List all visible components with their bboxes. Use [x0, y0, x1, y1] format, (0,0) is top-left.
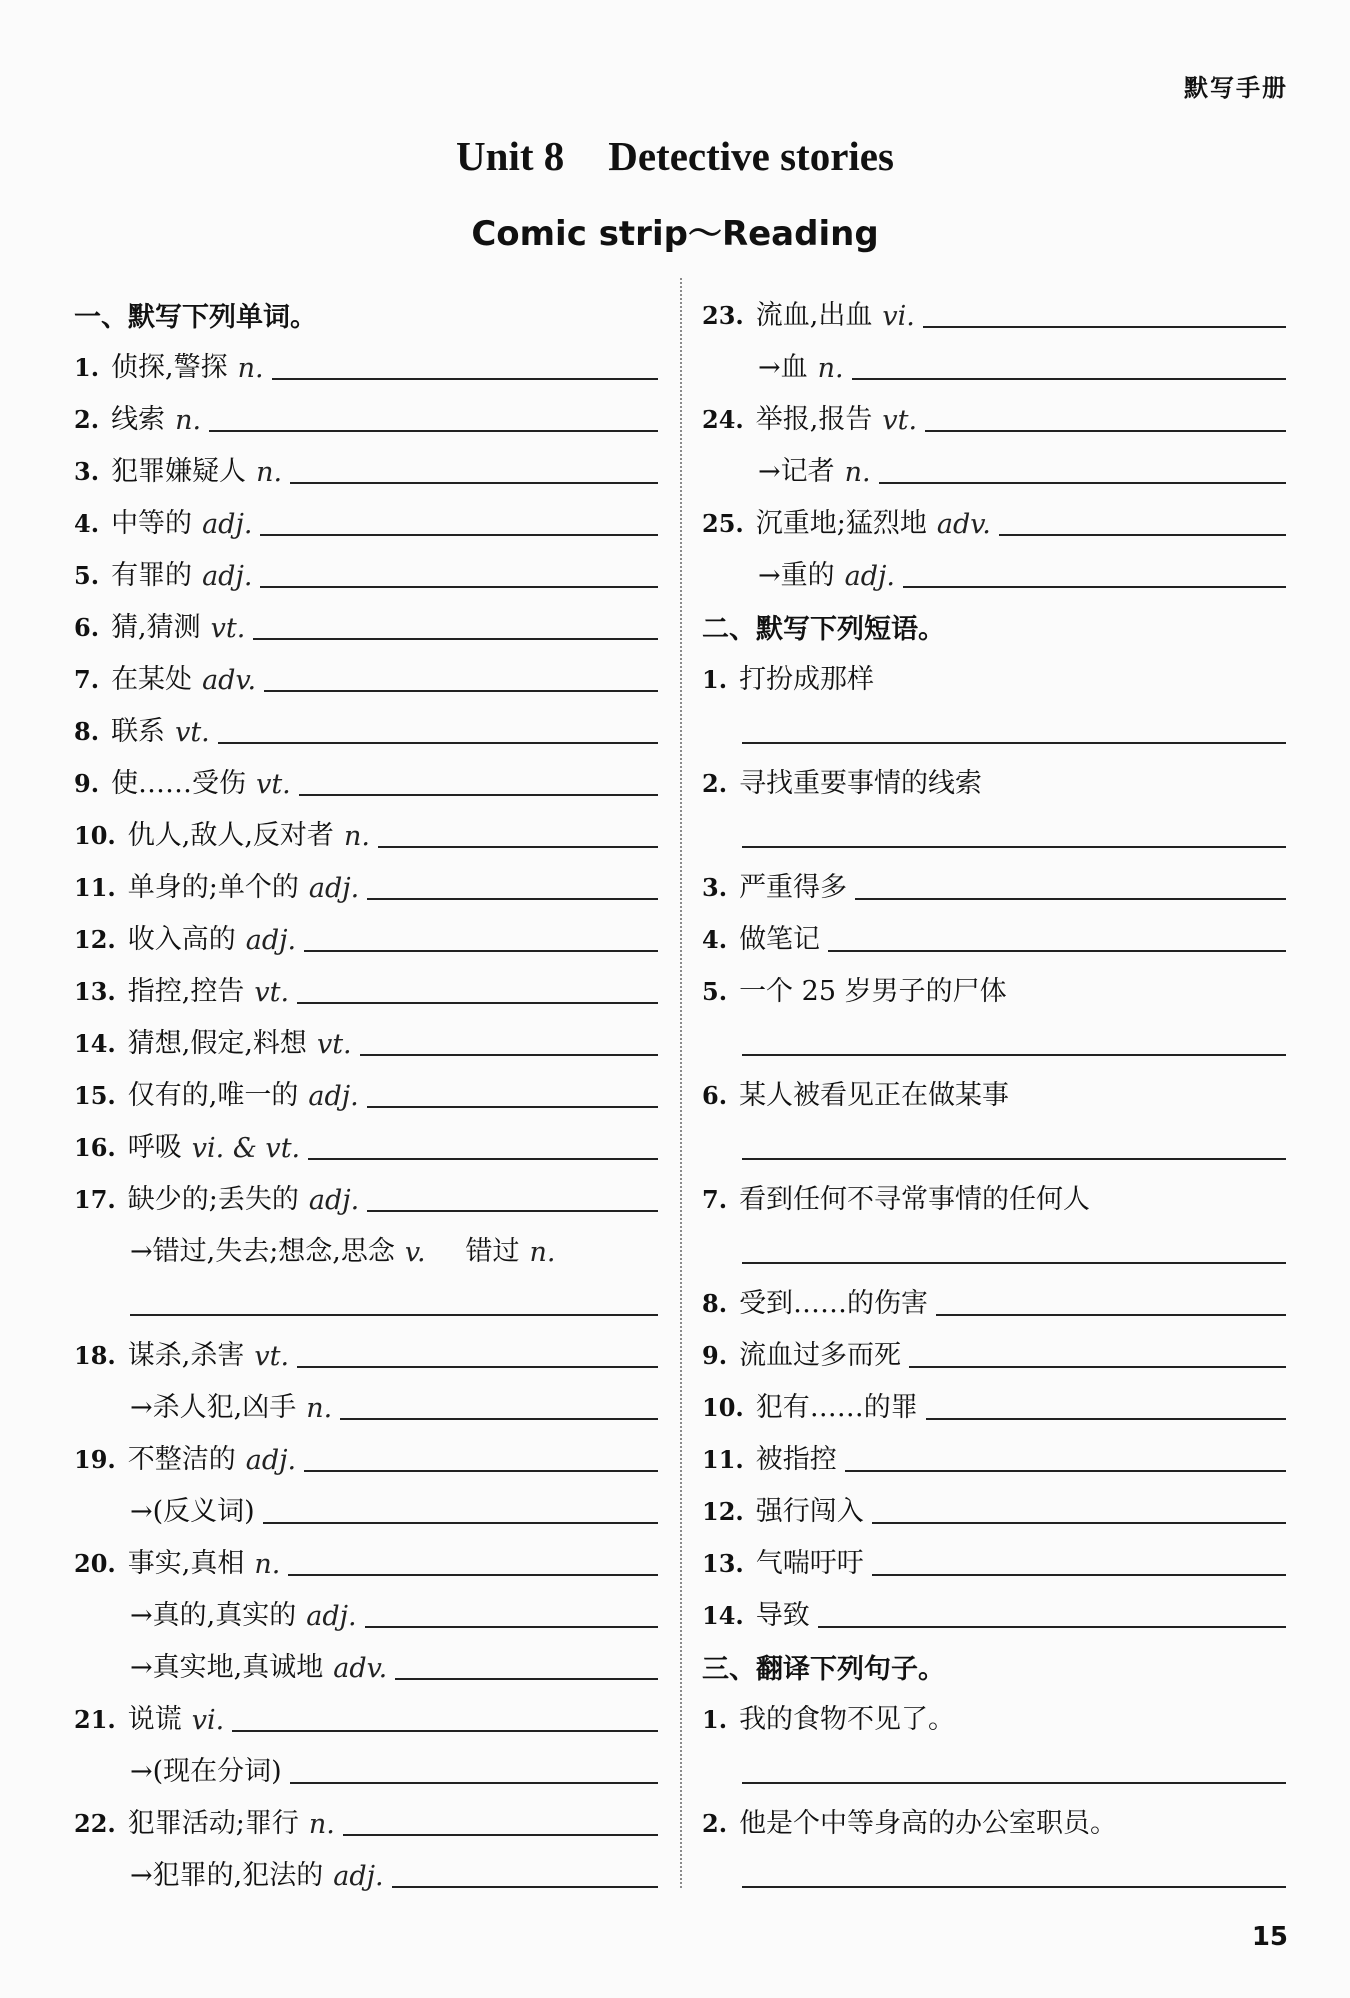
answer-blank[interactable]: [742, 845, 1286, 848]
part-of-speech: n.: [237, 353, 264, 384]
item-number: 4.: [74, 509, 100, 538]
word-meaning: 谋杀,杀害: [127, 1340, 245, 1371]
word-list-continued-right: [702, 282, 1286, 594]
answer-blank[interactable]: [130, 1313, 658, 1316]
item-number: 14.: [702, 1601, 744, 1630]
word-line: [74, 542, 658, 594]
unit-number: Unit 8: [456, 133, 565, 179]
item-number: 1.: [702, 665, 728, 694]
phrase-answer-line: [702, 802, 1286, 854]
item-number: 7.: [702, 1185, 728, 1214]
part-of-speech: adj.: [308, 1185, 360, 1216]
phrase-meaning: 导致: [755, 1600, 810, 1631]
phrase-line: [702, 958, 1286, 1010]
answer-blank[interactable]: [264, 689, 658, 692]
word-line: [74, 386, 658, 438]
part-of-speech: adj.: [202, 509, 253, 540]
item-number: 18.: [74, 1341, 116, 1370]
answer-blank[interactable]: [297, 1365, 658, 1368]
phrase-meaning: 打扮成那样: [739, 664, 875, 695]
phrase-meaning: 被指控: [755, 1444, 837, 1475]
word-meaning: 线索: [111, 404, 166, 435]
item-number: 3.: [702, 873, 728, 902]
answer-blank[interactable]: [818, 1625, 1286, 1628]
column-divider: [680, 278, 682, 1888]
unit-title: [0, 132, 1350, 180]
word-meaning: 在某处: [111, 664, 193, 695]
word-line-17-answer: [74, 1270, 658, 1322]
part-of-speech: vt.: [254, 977, 290, 1008]
part-of-speech: vt.: [175, 717, 210, 748]
part-of-speech: adj.: [245, 1445, 297, 1476]
answer-blank[interactable]: [936, 1313, 1286, 1316]
item-number: 19.: [74, 1445, 116, 1474]
item-number: 1.: [74, 353, 100, 382]
word-meaning: 指控,控告: [127, 976, 245, 1007]
item-number: 5.: [702, 977, 728, 1006]
phrase-answer-line: [702, 1218, 1286, 1270]
word-meaning: 流血,出血: [755, 300, 873, 331]
phrase-answer-line: [702, 1010, 1286, 1062]
answer-blank[interactable]: [872, 1573, 1286, 1576]
word-meaning: 联系: [111, 716, 166, 747]
word-meaning: 犯罪嫌疑人: [111, 456, 247, 487]
word-meaning: →重的: [758, 560, 835, 591]
phrase-meaning: 犯有……的罪: [755, 1392, 918, 1423]
answer-blank[interactable]: [218, 741, 658, 744]
answer-blank[interactable]: [299, 793, 658, 796]
part-of-speech: n.: [256, 457, 283, 488]
part-of-speech: n.: [175, 405, 202, 436]
answer-blank[interactable]: [903, 585, 1286, 588]
word-meaning: 缺少的;丢失的: [127, 1184, 299, 1215]
word-line: [74, 1166, 658, 1218]
item-number: 2.: [74, 405, 100, 434]
word-line: [74, 802, 658, 854]
word-line: [74, 1322, 658, 1374]
word-meaning: 犯罪活动;罪行: [127, 1808, 299, 1839]
item-number: 12.: [702, 1497, 744, 1526]
item-number: 25.: [702, 509, 744, 538]
word-line: [702, 438, 1286, 490]
part-of-speech: n.: [254, 1549, 281, 1580]
page-number: 15: [1251, 1922, 1288, 1952]
item-number: 5.: [74, 561, 100, 590]
right-column: [702, 282, 1286, 1894]
answer-blank[interactable]: [290, 481, 658, 484]
word-line: [702, 542, 1286, 594]
answer-blank[interactable]: [872, 1521, 1286, 1524]
item-number: 6.: [74, 613, 100, 642]
phrase-meaning: 流血过多而死: [739, 1340, 902, 1371]
item-number: 2.: [702, 769, 728, 798]
answer-blank[interactable]: [367, 897, 658, 900]
item-number: 24.: [702, 405, 744, 434]
word-line: [702, 490, 1286, 542]
word-meaning: →(现在分词): [130, 1756, 282, 1787]
part-of-speech: vi.: [882, 301, 915, 332]
phrase-meaning: 气喘吁吁: [755, 1548, 864, 1579]
part-of-speech: vt.: [210, 613, 246, 644]
word-line: [74, 1478, 658, 1530]
word-line: [74, 1114, 658, 1166]
sentence-line: [702, 1686, 1286, 1738]
item-number: 17.: [74, 1185, 116, 1214]
word-line: [74, 1426, 658, 1478]
word-meaning: →真的,真实的: [130, 1600, 297, 1631]
part-of-speech: adv.: [333, 1653, 388, 1684]
phrase-line: [702, 1374, 1286, 1426]
phrase-line: [702, 1582, 1286, 1634]
phrase-line: [702, 1426, 1286, 1478]
answer-blank[interactable]: [343, 1833, 658, 1836]
answer-blank[interactable]: [828, 949, 1286, 952]
word-meaning: 猜想,假定,料想: [127, 1028, 307, 1059]
part-of-speech: adj.: [308, 1081, 359, 1112]
item-number: 13.: [74, 977, 116, 1006]
word-line: [74, 750, 658, 802]
item-number: 2.: [702, 1809, 728, 1838]
phrase-meaning: 某人被看见正在做某事: [739, 1080, 1010, 1111]
word-line: [702, 386, 1286, 438]
word-line: [74, 1842, 658, 1894]
answer-blank[interactable]: [365, 1625, 658, 1628]
item-number: 7.: [74, 665, 100, 694]
word-line-17-sub: →错过,失去;想念,思念 v. 错过 n.: [130, 1236, 556, 1268]
word-meaning: →杀人犯,凶手: [130, 1392, 297, 1423]
word-meaning: →犯罪的,犯法的: [130, 1860, 324, 1891]
word-line: [74, 334, 658, 386]
word-meaning: 事实,真相: [127, 1548, 245, 1579]
item-number: 10.: [74, 821, 116, 850]
phrase-line: [702, 1322, 1286, 1374]
phrase-line: [702, 750, 1286, 802]
part-of-speech: adj.: [333, 1861, 384, 1892]
answer-blank[interactable]: [263, 1521, 658, 1524]
unit-subtitle: Comic strip～Reading: [471, 214, 879, 254]
phrase-list: [702, 646, 1286, 1634]
item-number: 13.: [702, 1549, 744, 1578]
word-meaning: 沉重地;猛烈地: [755, 508, 927, 539]
answer-blank[interactable]: [232, 1729, 658, 1732]
word-meaning: →(反义词): [130, 1496, 255, 1527]
section-heading-words: 一、默写下列单词。: [74, 302, 317, 333]
phrase-meaning: 寻找重要事情的线索: [739, 768, 983, 799]
item-number: 21.: [74, 1705, 116, 1734]
answer-blank[interactable]: [742, 1885, 1286, 1888]
word-line: [74, 490, 658, 542]
sentence-line: [702, 1790, 1286, 1842]
part-of-speech: vt.: [316, 1029, 352, 1060]
answer-blank[interactable]: [288, 1573, 658, 1576]
word-line: [74, 1374, 658, 1426]
answer-blank[interactable]: [367, 1105, 658, 1108]
phrase-meaning: 受到……的伤害: [739, 1288, 929, 1319]
answer-blank[interactable]: [845, 1469, 1286, 1472]
answer-blank[interactable]: [378, 845, 658, 848]
word-meaning: 说谎: [127, 1704, 182, 1735]
running-head: 默写手册: [1184, 74, 1288, 102]
word-meaning: 使……受伤: [111, 768, 247, 799]
answer-blank[interactable]: [297, 1001, 658, 1004]
word-meaning: 不整洁的: [127, 1444, 236, 1475]
answer-blank[interactable]: [260, 533, 658, 536]
answer-blank[interactable]: [742, 1053, 1286, 1056]
part-of-speech: n.: [308, 1809, 335, 1840]
item-number: 3.: [74, 457, 100, 486]
word-line: [74, 1686, 658, 1738]
item-number: 4.: [702, 925, 728, 954]
item-number: 14.: [74, 1029, 116, 1058]
word-meaning: 举报,报告: [755, 404, 873, 435]
sentence-text: 他是个中等身高的办公室职员。: [739, 1808, 1118, 1839]
phrase-meaning: 做笔记: [739, 924, 821, 955]
phrase-answer-line: [702, 1114, 1286, 1166]
word-line: [74, 1634, 658, 1686]
item-number: 9.: [74, 769, 100, 798]
item-number: 1.: [702, 1705, 728, 1734]
part-of-speech: adj.: [245, 925, 297, 956]
answer-blank[interactable]: [925, 429, 1286, 432]
word-line: [74, 698, 658, 750]
word-meaning: →血: [758, 352, 808, 383]
answer-blank[interactable]: [290, 1781, 658, 1784]
answer-blank[interactable]: [304, 949, 658, 952]
section-heading-sentences: 三、翻译下列句子。: [702, 1654, 945, 1685]
word-meaning: 侦探,警探: [111, 352, 228, 383]
item-number: 15.: [74, 1081, 116, 1110]
phrase-meaning: 严重得多: [739, 872, 848, 903]
phrase-line: [702, 1062, 1286, 1114]
sentence-list: [702, 1686, 1286, 1894]
item-number: 11.: [702, 1445, 744, 1474]
part-of-speech: adj.: [308, 873, 360, 904]
word-line: [74, 1530, 658, 1582]
word-meaning: 收入高的: [127, 924, 236, 955]
answer-blank[interactable]: [308, 1157, 658, 1160]
item-number: 20.: [74, 1549, 116, 1578]
word-line: [702, 334, 1286, 386]
answer-blank[interactable]: [879, 481, 1286, 484]
part-of-speech: vt.: [256, 769, 291, 800]
answer-blank[interactable]: [742, 1157, 1286, 1160]
part-of-speech: vt.: [882, 405, 918, 436]
item-number: 16.: [74, 1133, 116, 1162]
answer-blank[interactable]: [260, 585, 658, 588]
phrase-line: [702, 1166, 1286, 1218]
item-number: 10.: [702, 1393, 744, 1422]
answer-blank[interactable]: [855, 897, 1286, 900]
answer-blank[interactable]: [209, 429, 658, 432]
phrase-line: [702, 1530, 1286, 1582]
left-column: [74, 282, 658, 1894]
word-meaning: 仇人,敌人,反对者: [127, 820, 334, 851]
phrase-line: [702, 1270, 1286, 1322]
part-of-speech: n.: [343, 821, 370, 852]
word-meaning: 仅有的,唯一的: [127, 1080, 299, 1111]
answer-blank[interactable]: [909, 1365, 1286, 1368]
answer-blank[interactable]: [742, 1261, 1286, 1264]
answer-blank[interactable]: [742, 1781, 1286, 1784]
word-line: [74, 646, 658, 698]
word-line: [74, 1790, 658, 1842]
part-of-speech: adv.: [936, 509, 991, 540]
word-meaning: 有罪的: [111, 560, 193, 591]
part-of-speech: n.: [306, 1393, 333, 1424]
word-line: [74, 906, 658, 958]
sentence-answer-line: [702, 1738, 1286, 1790]
word-line: [74, 594, 658, 646]
word-line: [74, 1582, 658, 1634]
item-number: 11.: [74, 873, 116, 902]
phrase-line: [702, 646, 1286, 698]
word-line: [702, 282, 1286, 334]
word-meaning: 中等的: [111, 508, 193, 539]
word-line: [74, 854, 658, 906]
answer-blank[interactable]: [392, 1885, 658, 1888]
part-of-speech: adv.: [202, 665, 257, 696]
answer-blank[interactable]: [852, 377, 1286, 380]
word-meaning: 单身的;单个的: [127, 872, 299, 903]
part-of-speech: adj.: [202, 561, 253, 592]
answer-blank[interactable]: [360, 1053, 658, 1056]
word-line: [74, 1062, 658, 1114]
phrase-line: [702, 1478, 1286, 1530]
item-number: 22.: [74, 1809, 116, 1838]
part-of-speech: n.: [817, 353, 844, 384]
part-of-speech: adj.: [844, 561, 895, 592]
part-of-speech: n.: [844, 457, 871, 488]
part-of-speech: vi.: [191, 1705, 225, 1736]
part-of-speech: vi. & vt.: [191, 1133, 301, 1164]
word-line: [74, 958, 658, 1010]
word-list: [74, 334, 658, 1218]
item-number: 6.: [702, 1081, 728, 1110]
item-number: 8.: [702, 1289, 728, 1318]
answer-blank[interactable]: [395, 1677, 658, 1680]
answer-blank[interactable]: [999, 533, 1286, 536]
phrase-meaning: 强行闯入: [755, 1496, 864, 1527]
answer-blank[interactable]: [367, 1209, 658, 1212]
item-number: 23.: [702, 301, 744, 330]
answer-blank[interactable]: [340, 1417, 658, 1420]
word-meaning: 呼吸: [127, 1132, 182, 1163]
phrase-answer-line: [702, 698, 1286, 750]
answer-blank[interactable]: [253, 637, 658, 640]
section-heading-phrases: 二、默写下列短语。: [702, 614, 945, 645]
item-number: 8.: [74, 717, 100, 746]
answer-blank[interactable]: [272, 377, 658, 380]
word-meaning: →记者: [758, 456, 835, 487]
part-of-speech: vt.: [254, 1341, 290, 1372]
answer-blank[interactable]: [304, 1469, 658, 1472]
answer-blank[interactable]: [742, 741, 1286, 744]
phrase-meaning: 一个 25 岁男子的尸体: [739, 976, 1007, 1007]
sentence-text: 我的食物不见了。: [739, 1704, 956, 1735]
word-line: [74, 1010, 658, 1062]
answer-blank[interactable]: [926, 1417, 1286, 1420]
phrase-meaning: 看到任何不寻常事情的任何人: [739, 1184, 1091, 1215]
word-list-continued: [74, 1322, 658, 1894]
sentence-answer-line: [702, 1842, 1286, 1894]
word-line: [74, 438, 658, 490]
item-number: 12.: [74, 925, 116, 954]
answer-blank[interactable]: [923, 325, 1286, 328]
word-meaning: →真实地,真诚地: [130, 1652, 324, 1683]
word-meaning: 猜,猜测: [111, 612, 201, 643]
phrase-line: [702, 854, 1286, 906]
part-of-speech: adj.: [306, 1601, 357, 1632]
unit-topic: Detective stories: [608, 133, 894, 179]
word-line: [74, 1738, 658, 1790]
phrase-line: [702, 906, 1286, 958]
item-number: 9.: [702, 1341, 728, 1370]
